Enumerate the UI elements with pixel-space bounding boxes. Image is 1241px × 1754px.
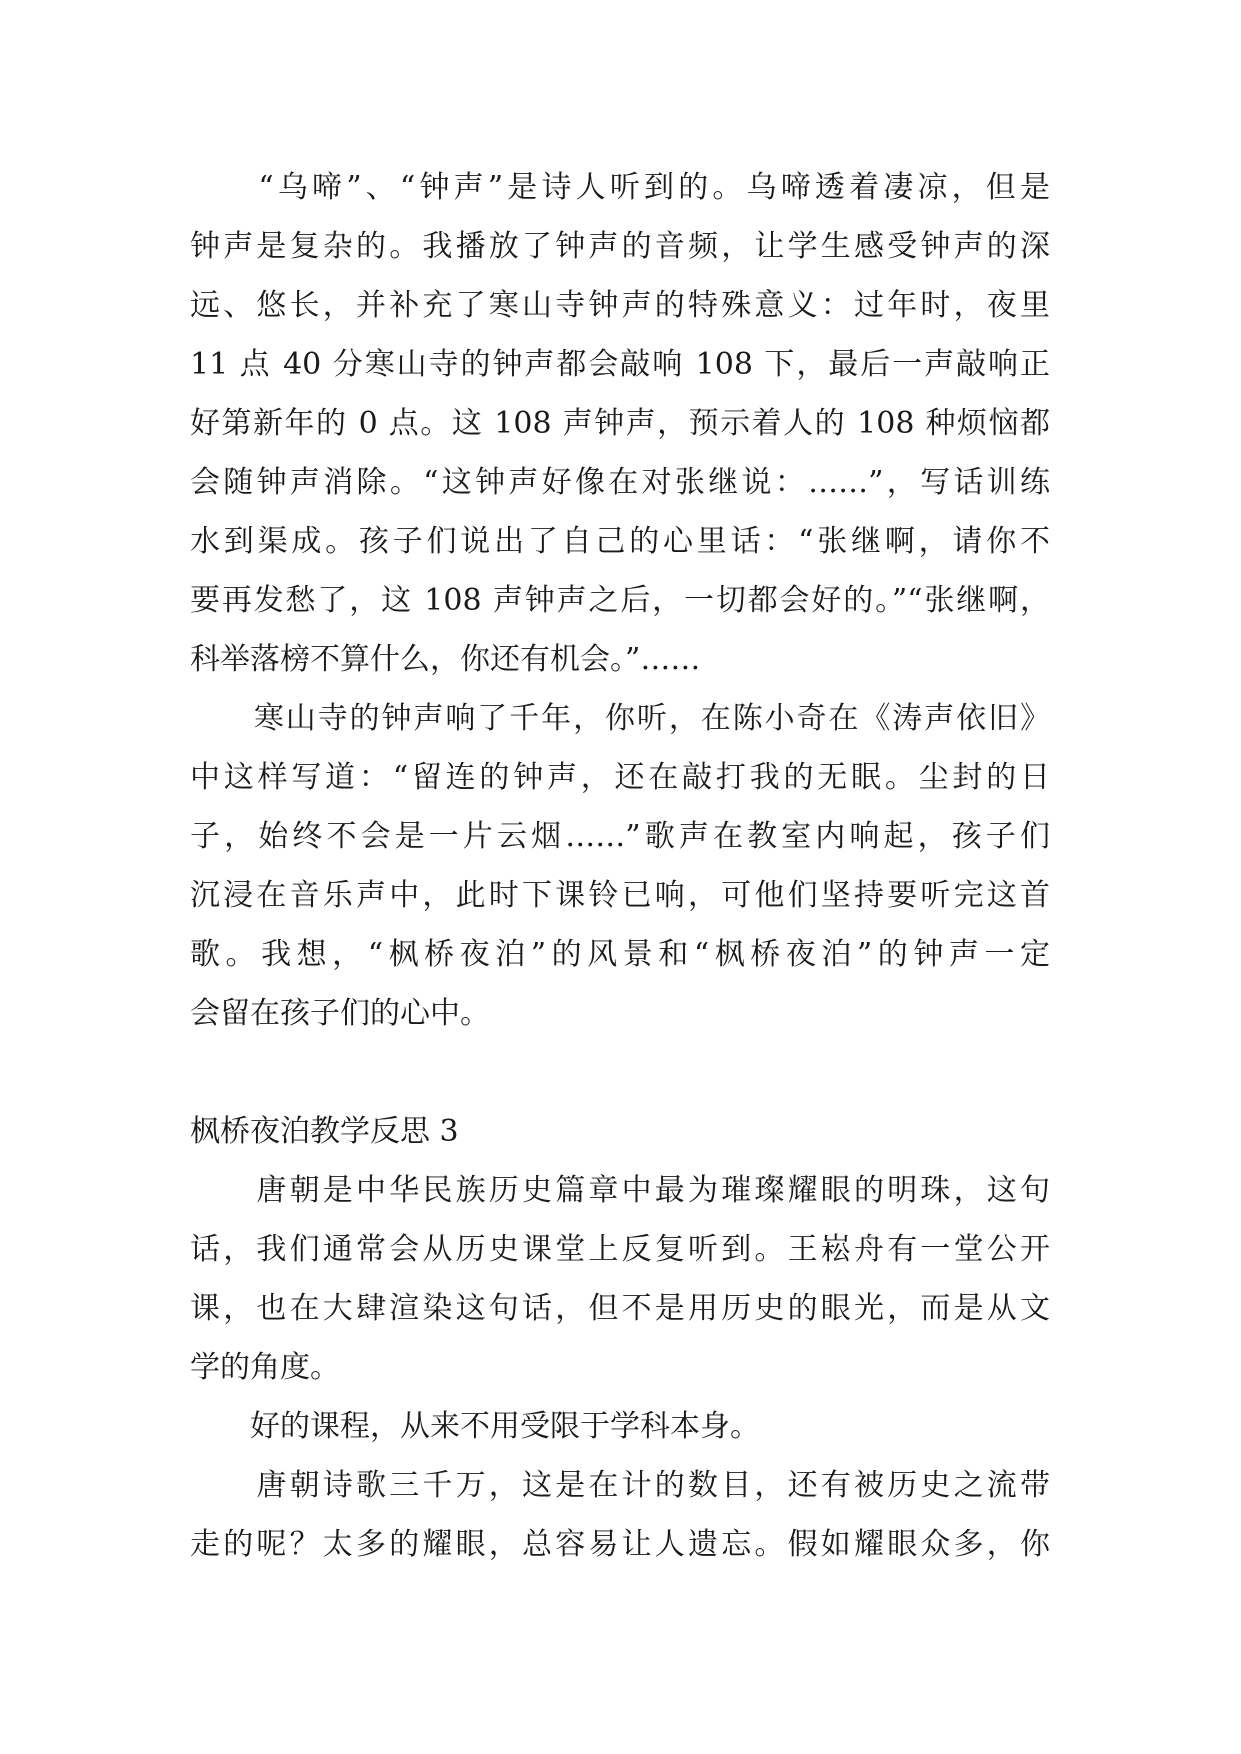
text-line: 会随钟声消除。“这钟声好像在对张继说：……”，写话训练 [190,465,1050,500]
text-line: 科举落榜不算什么，你还有机会。”…… [190,642,701,677]
text-line: “乌啼”、“钟声”是诗人听到的。乌啼透着凄凉，但是 [190,170,1050,205]
section-spacer [190,1043,1050,1102]
text-line: 走的呢？太多的耀眼，总容易让人遗忘。假如耀眼众多，你 [190,1527,1050,1562]
paragraph-tang-dynasty [190,1161,1050,1397]
text-line: 11 点 40 分寒山寺的钟声都会敲响 108 下，最后一声敲响正 [190,347,1050,382]
text-line: 沉浸在音乐声中，此时下课铃已响，可他们坚持要听完这首 [190,878,1050,913]
text-line: 好的课程，从来不用受限于学科本身。 [190,1409,760,1444]
text-line: 话，我们通常会从历史课堂上反复听到。王崧舟有一堂公开 [190,1232,1050,1267]
paragraph-song [190,689,1050,1043]
text-line: 唐朝诗歌三千万，这是在计的数目，还有被历史之流带 [190,1468,1050,1503]
text-line: 学的角度。 [190,1350,340,1385]
text-line: 唐朝是中华民族历史篇章中最为璀璨耀眼的明珠，这句 [190,1173,1050,1208]
text-line: 好第新年的 0 点。这 108 声钟声，预示着人的 108 种烦恼都 [190,406,1050,441]
text-line: 课，也在大肆渲染这句话，但不是用历史的眼光，而是从文 [190,1291,1050,1326]
paragraph-bell-sound [190,158,1050,689]
text-line: 子，始终不会是一片云烟……”歌声在教室内响起，孩子们 [190,819,1050,854]
text-line: 钟声是复杂的。我播放了钟声的音频，让学生感受钟声的深 [190,229,1050,264]
text-line: 会留在孩子们的心中。 [190,996,490,1031]
text-line: 水到渠成。孩子们说出了自己的心里话：“张继啊，请你不 [190,524,1050,559]
text-line: 寒山寺的钟声响了千年，你听，在陈小奇在《涛声依旧》 [190,701,1050,736]
paragraph-tang-poetry [190,1456,1050,1574]
text-line: 歌。我想，“枫桥夜泊”的风景和“枫桥夜泊”的钟声一定 [190,937,1050,972]
text-line: 要再发愁了，这 108 声钟声之后，一切都会好的。”“张继啊， [190,583,1050,618]
document-body [190,158,1050,1574]
text-line: 远、悠长，并补充了寒山寺钟声的特殊意义：过年时，夜里 [190,288,1050,323]
text-line: 中这样写道：“留连的钟声，还在敲打我的无眠。尘封的日 [190,760,1050,795]
paragraph-good-course [190,1397,1050,1456]
section-title: 枫桥夜泊教学反思 3 [190,1114,459,1149]
